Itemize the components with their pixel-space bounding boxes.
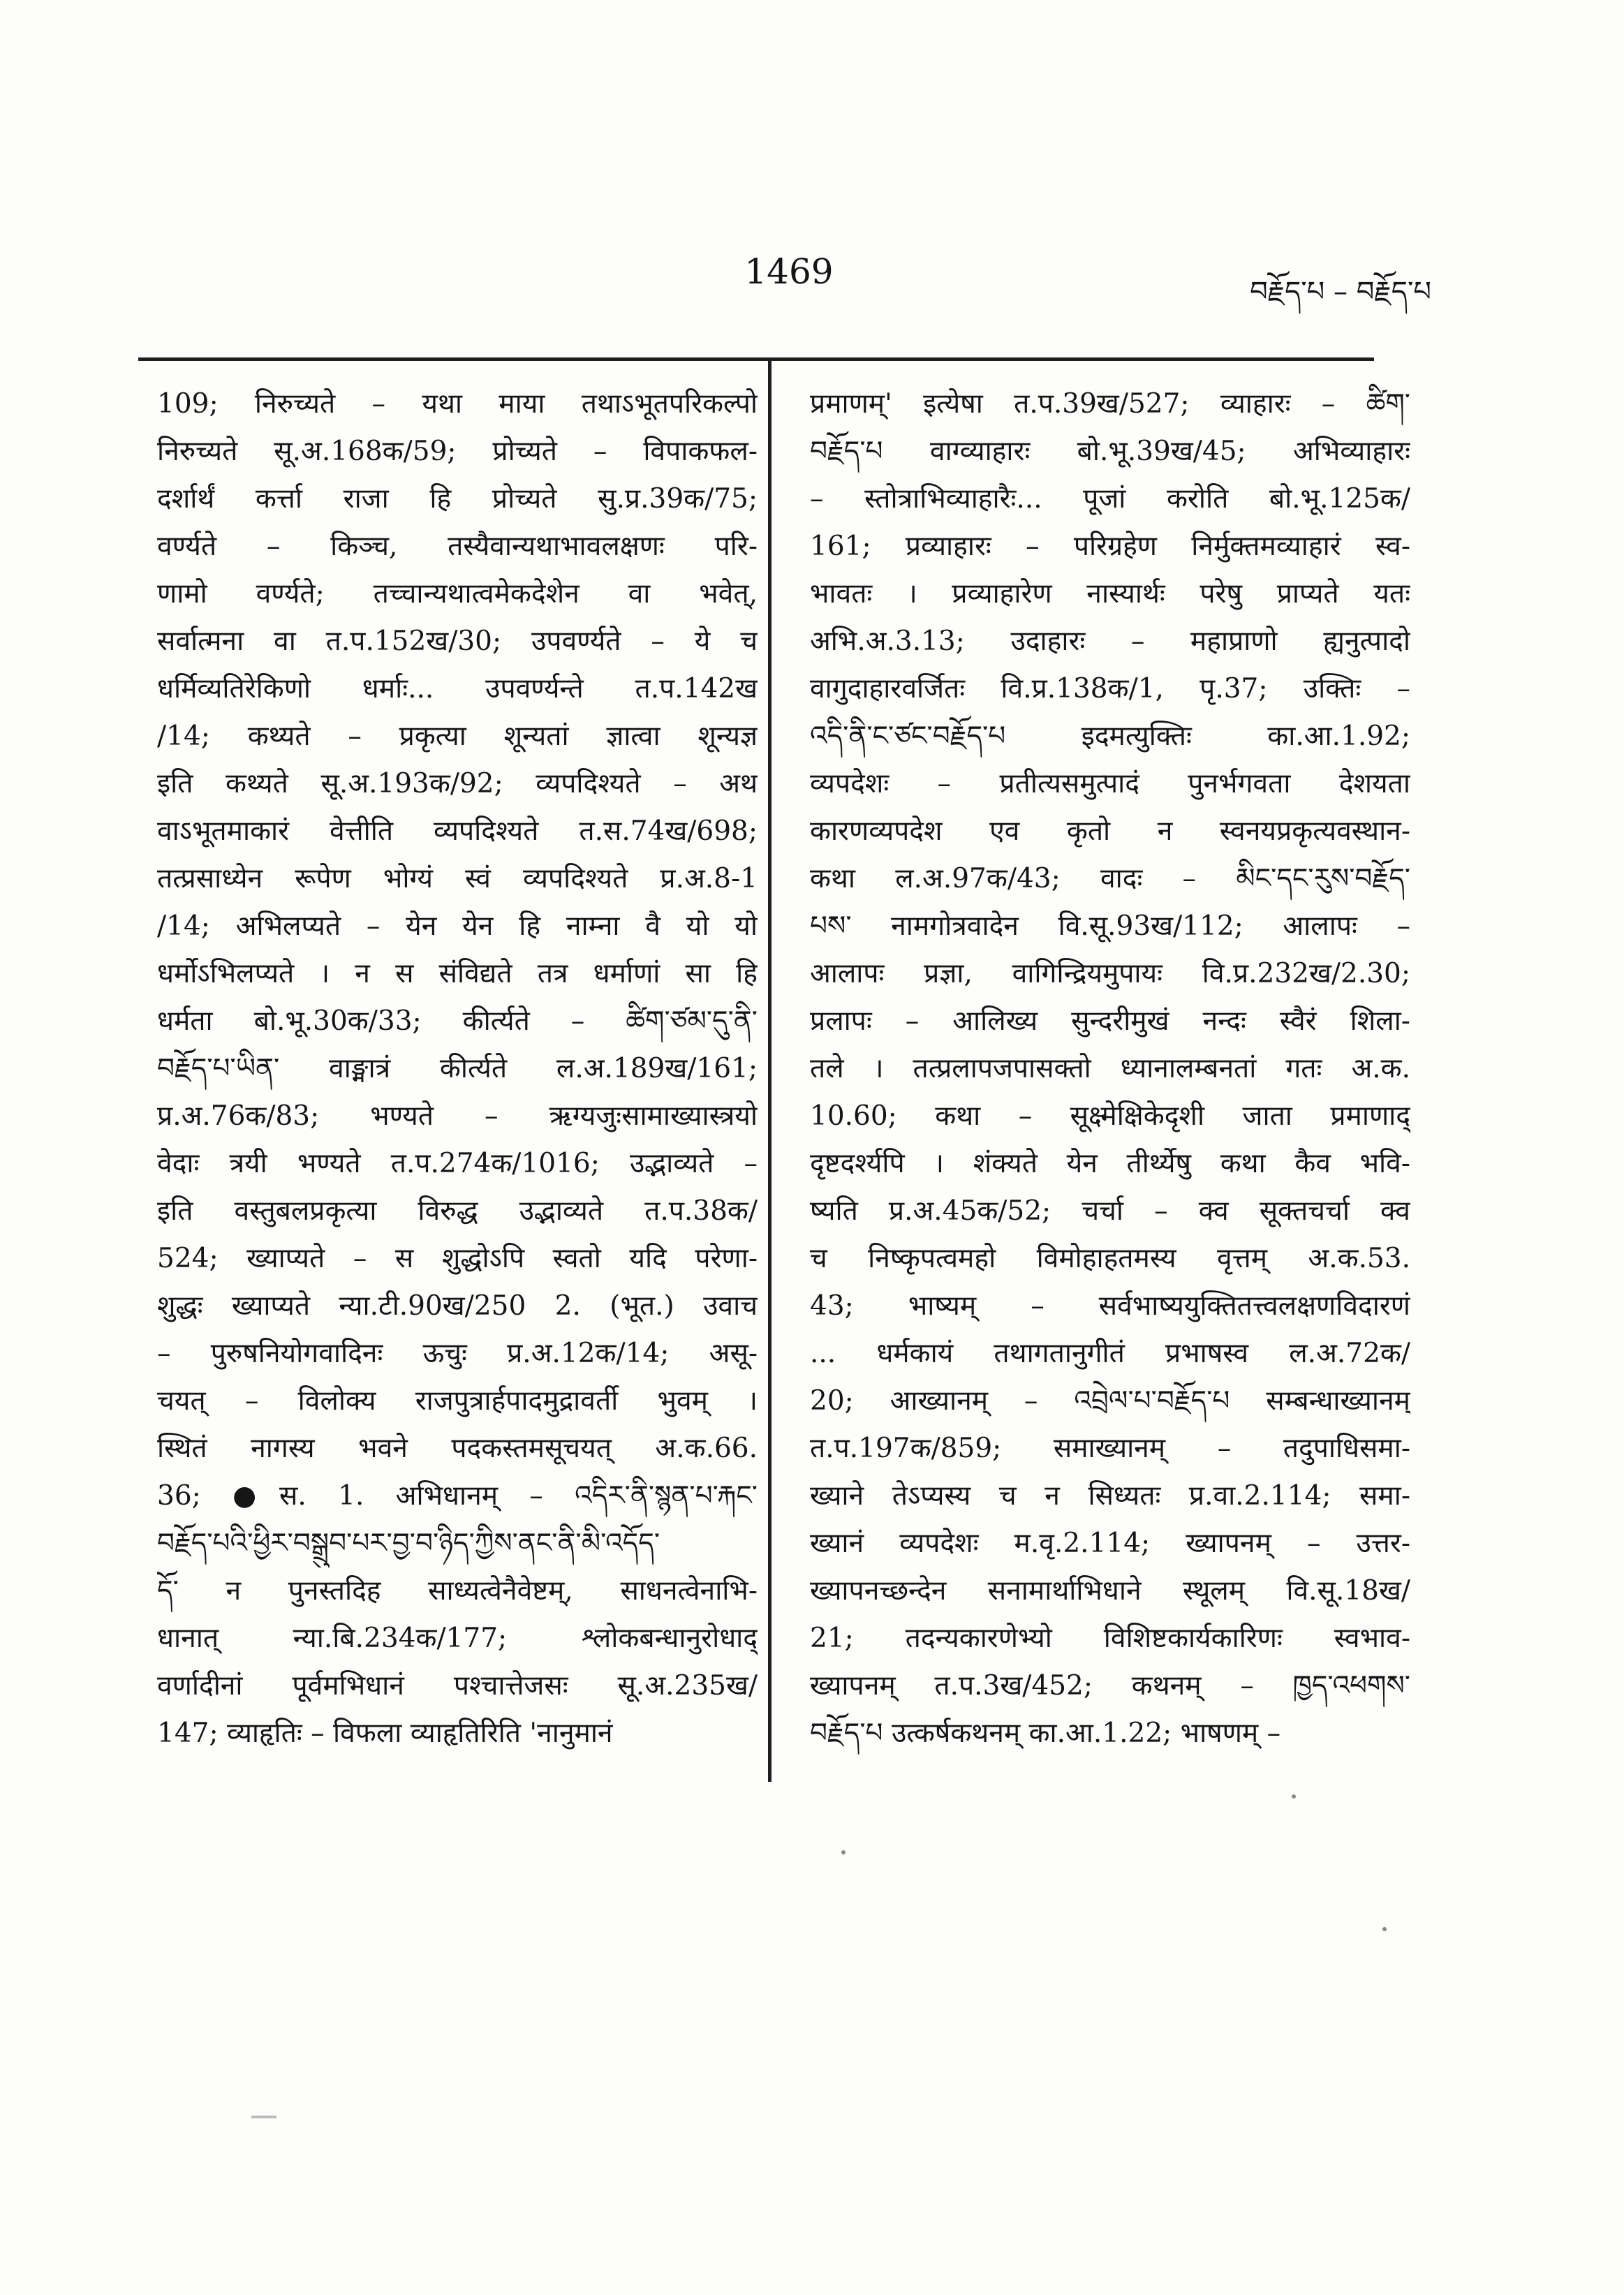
page-number: 1469 — [744, 251, 834, 292]
text-line: 147; व्याहृतिः – विफला व्याहृतिरिति 'नानुमानं — [157, 1718, 613, 1749]
text-line: प्र.अ.76क/83; भण्यते – ऋग्यजुःसामाख्यास्त्रयो — [157, 1100, 758, 1132]
header-rule — [138, 357, 1374, 361]
text-line: བརྗོད་པ उत्कर्षकथनम् का.आ.1.22; भाषणम् – — [810, 1718, 1281, 1749]
text-line: 20; आख्यानम् – འབྲེལ་པ་བརྗོད་པ सम्बन्धाख्यानम् — [810, 1385, 1410, 1417]
text-line: པས་ नामगोत्रवादेन वि.सू.93ख/112; आलापः – — [810, 910, 1410, 942]
text-line: शुद्धः ख्याप्यते न्या.टी.90ख/250 2. (भूत.) उवाच — [157, 1290, 758, 1322]
text-line: 524; ख्याप्यते – स शुद्धोऽपि स्वतो यदि परेणा- — [157, 1243, 758, 1274]
text-line: णामो वर्ण्यते; तच्चान्यथात्वमेकदेशेन वा भवेत्, — [157, 578, 758, 610]
text-line: 43; भाष्यम् – सर्वभाष्ययुक्तितत्त्वलक्षणविदारणं — [810, 1290, 1410, 1322]
text-line: आलापः प्रज्ञा, वागिन्द्रियमुपायः वि.प्र.232ख/2.30; — [810, 958, 1410, 989]
text-line: 21; तदन्यकारणेभ्यो विशिष्टकार्यकारिणः स्वभाव- — [810, 1623, 1410, 1654]
text-line: चयत् – विलोक्य राजपुत्रार्हपादमुद्रावर्ती भुवम् । — [157, 1385, 758, 1417]
text-line: བརྗོད་པའི་ཕྱིར་བསྒྲུབ་པར་བྱ་བ་ཉིད་ཀྱིས་ནང་ནི་མི་འདོད་ — [157, 1528, 660, 1559]
text-line: प्रमाणम्' इत्येषा त.प.39ख/527; व्याहारः – ཚིག་ — [810, 388, 1410, 420]
scan-mark — [251, 2116, 276, 2118]
text-line: इति कथ्यते सू.अ.193क/92; व्यपदिश्यते – अथ — [157, 768, 758, 799]
text-line: བརྗོད་པ་ཡིན་ वाङ्मात्रं कीर्त्यते ल.अ.189ख/161; — [157, 1053, 758, 1084]
text-line: च निष्कृपत्वमहो विमोहाहतमस्य वृत्तम् अ.क.53. — [810, 1243, 1410, 1274]
text-line: प्रलापः – आलिख्य सुन्दरीमुखं नन्दः स्वैरं शिला- — [810, 1005, 1410, 1037]
text-line: इति वस्तुबलप्रकृत्या विरुद्ध उद्भाव्यते त.प.38क/ — [157, 1195, 758, 1227]
right-column — [810, 381, 1410, 1757]
left-column — [157, 381, 758, 1757]
text-line: བརྗོད་པ वाग्व्याहारः बो.भू.39ख/45; अभिव्याहारः — [810, 436, 1410, 467]
text-line: वर्ण्यते – किञ्च, तस्यैवान्यथाभावलक्षणः परि- — [157, 531, 758, 562]
text-line: व्यपदेशः – प्रतीत्यसमुत्पादं पुनर्भगवता देशयता — [810, 768, 1410, 799]
text-line: 10.60; कथा – सूक्ष्मेक्षिकेदृशी जाता प्रमाणाद् — [810, 1100, 1410, 1132]
text-line: /14; अभिलप्यते – येन येन हि नाम्ना वै यो यो — [157, 910, 758, 942]
text-line: सर्वात्मना वा त.प.152ख/30; उपवर्ण्यते – ये च — [157, 626, 758, 657]
text-line: वर्णादीनां पूर्वमभिधानं पश्चात्तेजसः सू.अ.235ख/ — [157, 1670, 758, 1702]
text-line: वेदाः त्रयी भण्यते त.प.274क/1016; उद्भाव्यते – — [157, 1148, 758, 1179]
text-line: /14; कथ्यते – प्रकृत्या शून्यतां ज्ञात्वा शून्यज्ञ — [157, 721, 758, 752]
text-line: तले । तत्प्रलापजपासक्तो ध्यानालम्बनतां गतः अ.क. — [810, 1053, 1410, 1084]
text-line: दर्शार्थं कर्त्ता राजा हि प्रोच्यते सु.प्र.39क/75; — [157, 483, 758, 515]
running-head: བརྗོད་པ – བརྗོད་པ — [1250, 276, 1431, 308]
text-line: वाऽभूतमाकारं वेत्तीति व्यपदिश्यते त.स.74ख/698; — [157, 816, 758, 847]
text-line: कथा ल.अ.97क/43; वादः – མིང་དང་རུས་བརྗོད་ — [810, 863, 1410, 894]
column-divider — [768, 357, 772, 1782]
text-line: 109; निरुच्यते – यथा माया तथाऽभूतपरिकल्पो — [157, 388, 758, 420]
text-line: अभि.अ.3.13; उदाहारः – महाप्राणो ह्यनुत्पादो — [810, 626, 1410, 657]
text-line: ख्यापनम् त.प.3ख/452; कथनम् – ཁྱད་འཕགས་ — [810, 1670, 1410, 1702]
text-line: धर्मिव्यतिरेकिणो धर्माः... उपवर्ण्यन्ते त.प.142ख — [157, 673, 758, 704]
text-line: तत्प्रसाध्येन रूपेण भोग्यं स्वं व्यपदिश्यते प्र.अ.8-1 — [157, 863, 758, 894]
text-line: दृष्टदर्श्यपि । शंक्यते येन तीर्थ्येषु कथा कैव भवि- — [810, 1148, 1410, 1179]
text-line: कारणव्यपदेश एव कृतो न स्वनयप्रकृत्यवस्थान- — [810, 816, 1410, 847]
scan-speck — [1292, 1794, 1296, 1799]
text-line: धर्मता बो.भू.30क/33; कीर्त्यते – ཚིག་ཙམ་དུ་ནི་ — [157, 1005, 758, 1037]
text-line: भावतः । प्रव्याहारेण नास्यार्थः परेषु प्राप्यते यतः — [810, 578, 1410, 610]
scan-speck — [1382, 1927, 1387, 1931]
text-line: निरुच्यते सू.अ.168क/59; प्रोच्यते – विपाकफल- — [157, 436, 758, 467]
scan-speck — [841, 1850, 846, 1854]
text-line: स्थितं नागस्य भवने पदकस्तमसूचयत् अ.क.66. — [157, 1433, 758, 1464]
text-line: – पुरुषनियोगवादिनः ऊचुः प्र.अ.12क/14; असू- — [157, 1338, 758, 1369]
text-line: དོ་ न पुनस्तदिह साध्यत्वेनैवेष्टम्, साधनत्वेनाभि- — [157, 1575, 758, 1607]
text-line: ... धर्मकायं तथागतानुगीतं प्रभाषस्व ल.अ.72क/ — [810, 1338, 1410, 1369]
text-line: वागुदाहारवर्जितः वि.प्र.138क/1, पृ.37; उक्तिः – — [810, 673, 1410, 704]
text-line: धानात् न्या.बि.234क/177; श्लोकबन्धानुरोधाद् — [157, 1623, 758, 1654]
text-line: 36; ●स. 1. अभिधानम् – འདིར་ནི་སྙན་པ་རྐང་ — [157, 1480, 758, 1512]
text-line: 161; प्रव्याहारः – परिग्रहेण निर्मुक्तमव्याहारं स्व- — [810, 531, 1410, 562]
text-line: ष्यति प्र.अ.45क/52; चर्चा – क्व सूक्तचर्चा क्व — [810, 1195, 1410, 1227]
text-line: ख्याने तेऽप्यस्य च न सिध्यतः प्र.वा.2.114; समा- — [810, 1480, 1410, 1512]
text-line: ख्यानं व्यपदेशः म.वृ.2.114; ख्यापनम् – उत्तर- — [810, 1528, 1410, 1559]
text-line: धर्मोऽभिलप्यते । न स संविद्यते तत्र धर्माणां सा हि — [157, 958, 758, 989]
text-line: त.प.197क/859; समाख्यानम् – तदुपाधिसमा- — [810, 1433, 1410, 1464]
text-line: – स्तोत्राभिव्याहारैः... पूजां करोति बो.भू.125क/ — [810, 483, 1410, 515]
text-line: ख्यापनच्छन्देन सनामार्थाभिधाने स्थूलम् वि.सू.18ख/ — [810, 1575, 1410, 1607]
text-line: འདི་ནི་ང་ཙང་བརྗོད་པ इदमत्युक्तिः का.आ.1.92; — [810, 721, 1410, 752]
